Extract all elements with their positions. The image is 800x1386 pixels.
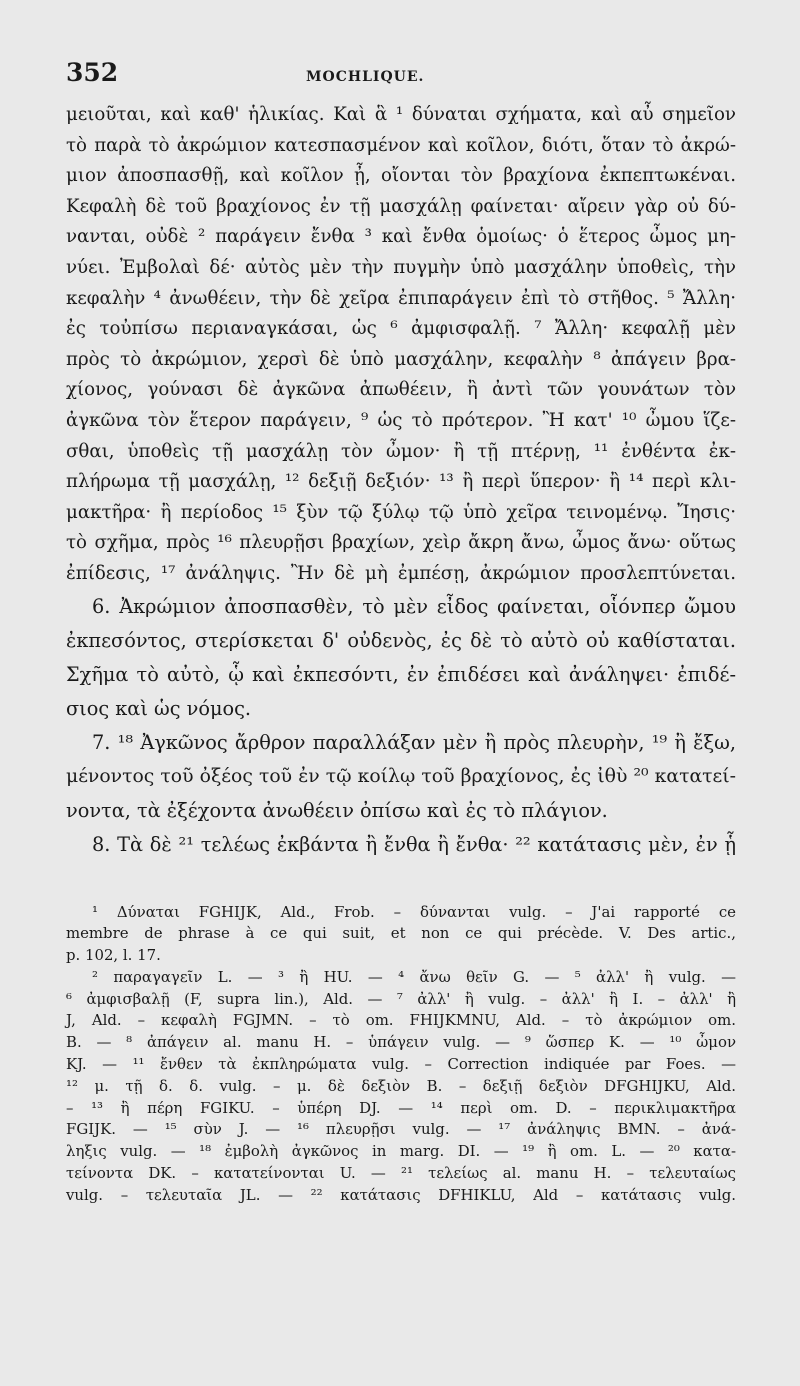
text-line: πλήρωμα τῇ μασχάλῃ, ¹² δεξιῇ δεξιόν· ¹³ ἢ περὶ ὕπερον· ἢ ¹⁴ περὶ κλι- (66, 471, 736, 493)
text-line: ἐς τοὐπίσω περιαναγκάσαι, ὡς ⁶ ἀμφισφαλῇ. ⁷ Ἄλλη· κεφαλῇ μὲν (66, 318, 736, 340)
footnote-line: KJ. — ¹¹ ἔνθεν τὰ ἐκπληρώματα vulg. – Correction indiquée par Foes. — (66, 1055, 736, 1074)
section-7-start: 7. ¹⁸ Ἀγκῶνος ἄρθρον παραλλάξαν μὲν ἢ πρὸς πλευρὴν, ¹⁹ ἢ ἔξω, (92, 730, 736, 754)
footnote-line: ¹ Δύναται FGHIJK, Ald., Frob. – δύνανται vulg. – J'ai rapporté ce (92, 902, 736, 921)
footnote-line: ¹² μ. τῇ δ. δ. vulg. – μ. δὲ δεξιὸν B. – δεξιῇ δεξιὸν DFGHIJKU, Ald. (66, 1076, 736, 1095)
footnote-line: ⁶ ἀμφισβαλῇ (F, supra lin.), Ald. — ⁷ ἀλλ' ἢ vulg. – ἀλλ' ἢ I. – ἀλλ' ἢ (66, 989, 736, 1008)
footnote-line: FGIJK. — ¹⁵ σὺν J. — ¹⁶ πλευρῇσι vulg. — ¹⁷ ἀνάληψις BMN. – ἀνά- (66, 1120, 736, 1139)
text-line: Κεφαλὴ δὲ τοῦ βραχίονος ἐν τῇ μασχάλῃ φαίνεται· αἴρειν γὰρ οὐ δύ- (66, 195, 736, 217)
footnote-line: ληξις vulg. — ¹⁸ ἐμβολὴ ἀγκῶνος in marg. DI. — ¹⁹ ἢ om. L. — ²⁰ κατα- (66, 1142, 736, 1161)
text-line: πρὸς τὸ ἀκρώμιον, χερσὶ δὲ ὑπὸ μασχάλην, κεφαλὴν ⁸ ἀπάγειν βρα- (66, 348, 736, 370)
footnote-line: p. 102, l. 17. (66, 946, 161, 965)
text-line: σθαι, ὑποθεὶς τῇ μασχάλῃ τὸν ὦμον· ἢ τῇ πτέρνῃ, ¹¹ ἐνθέντα ἐκ- (66, 440, 736, 462)
page-number: 352 (66, 58, 119, 87)
text-line: μακτῆρα· ἢ περίοδος ¹⁵ ξὺν τῷ ξύλῳ τῷ ὑπὸ χεῖρα τεινομένῳ. Ἴησις· (66, 501, 736, 523)
text-line: τὸ σχῆμα, πρὸς ¹⁶ πλευρῇσι βραχίων, χεὶρ ἄκρη ἄνω, ὦμος ἄνω· οὕτως (66, 532, 736, 554)
text-line: νύει. Ἐμβολαὶ δέ· αὐτὸς μὲν τὴν πυγμὴν ὑπὸ μασχάλην ὑποθεὶς, τὴν (66, 256, 736, 278)
text-line: ἐκπεσόντος, στερίσκεται δ' οὐδενὸς, ἐς δὲ τὸ αὐτὸ οὐ καθίσταται. (66, 628, 736, 652)
text-line: μένοντος τοῦ ὀξέος τοῦ ἐν τῷ κοίλῳ τοῦ βραχίονος, ἐς ἰθὺ ²⁰ κατατεί- (66, 765, 736, 787)
running-head: MOCHLIQUE. (306, 69, 425, 85)
text-line: μειοῦται, καὶ καθ' ἡλικίας. Καὶ ἃ ¹ δύναται σχήματα, καὶ αὖ σημεῖον (66, 104, 736, 125)
text-line: νοντα, τὰ ἐξέχοντα ἀνωθέειν ὀπίσω καὶ ἐς τὸ πλάγιον. (66, 798, 608, 822)
footnote-line: vulg. – τελευταῖα JL. — ²² κατάτασις DFHIKLU, Ald – κατάτασις vulg. (66, 1185, 736, 1204)
main-text (66, 100, 736, 862)
text-line: μιον ἀποσπασθῇ, καὶ κοῖλον ᾖ, οἴονται τὸν βραχίονα ἐκπεπτωκέναι. (66, 165, 736, 187)
section-6-start: 6. Ἀκρώμιον ἀποσπασθὲν, τὸ μὲν εἶδος φαίνεται, οἷόνπερ ὤμου (92, 594, 736, 618)
footnote-line: J, Ald. – κεφαλὴ FGJMN. – τὸ om. FHIJKMNU, Ald. – τὸ ἀκρώμιον om. (66, 1011, 736, 1030)
text-line: νανται, οὐδὲ ² παράγειν ἔνθα ³ καὶ ἔνθα ὁμοίως· ὁ ἕτερος ὦμος μη- (66, 226, 736, 248)
text-line: τὸ παρὰ τὸ ἀκρώμιον κατεσπασμένον καὶ κοῖλον, διότι, ὅταν τὸ ἀκρώ- (66, 134, 736, 156)
footnote-line: τείνοντα DK. – κατατείνονται U. — ²¹ τελείως al. manu H. – τελευταίως (66, 1164, 736, 1183)
footnotes (66, 902, 736, 1207)
footnote-line: – ¹³ ἢ πέρη FGIKU. – ὑπέρη DJ. — ¹⁴ περὶ om. D. – περικλιμακτῆρα (66, 1098, 736, 1117)
text-line: ἐπίδεσις, ¹⁷ ἀνάληψις. Ἢν δὲ μὴ ἐμπέσῃ, ἀκρώμιον προσλεπτύνεται. (66, 562, 736, 584)
page-header (66, 58, 736, 94)
section-8-start: 8. Τὰ δὲ ²¹ τελέως ἐκβάντα ἢ ἔνθα ἢ ἔνθα· ²² κατάτασις μὲν, ἐν ᾗ (92, 832, 736, 856)
text-line: κεφαλὴν ⁴ ἀνωθέειν, τὴν δὲ χεῖρα ἐπιπαράγειν ἐπὶ τὸ στῆθος. ⁵ Ἄλλη· (66, 287, 736, 309)
footnote-line: B. — ⁸ ἀπάγειν al. manu H. – ὑπάγειν vulg. — ⁹ ὥσπερ K. — ¹⁰ ὦμον (66, 1033, 736, 1052)
footnote-line: membre de phrase à ce qui suit, et non ce qui précède. V. Des artic., (66, 924, 736, 943)
text-line: σιος καὶ ὡς νόμος. (66, 696, 252, 720)
text-line: χίονος, γούνασι δὲ ἀγκῶνα ἀπωθέειν, ἢ ἀντὶ τῶν γουνάτων τὸν (66, 379, 736, 401)
text-line: Σχῆμα τὸ αὐτὸ, ᾧ καὶ ἐκπεσόντι, ἐν ἐπιδέσει καὶ ἀνάληψει· ἐπιδέ- (66, 662, 736, 686)
text-line: ἀγκῶνα τὸν ἕτερον παράγειν, ⁹ ὡς τὸ πρότερον. Ἢ κατ' ¹⁰ ὦμου ἵζε- (66, 409, 736, 431)
footnote-line: ² παραγαγεῖν L. — ³ ἢ HU. — ⁴ ἄνω θεῖν G. — ⁵ ἀλλ' ἢ vulg. — (92, 967, 736, 986)
